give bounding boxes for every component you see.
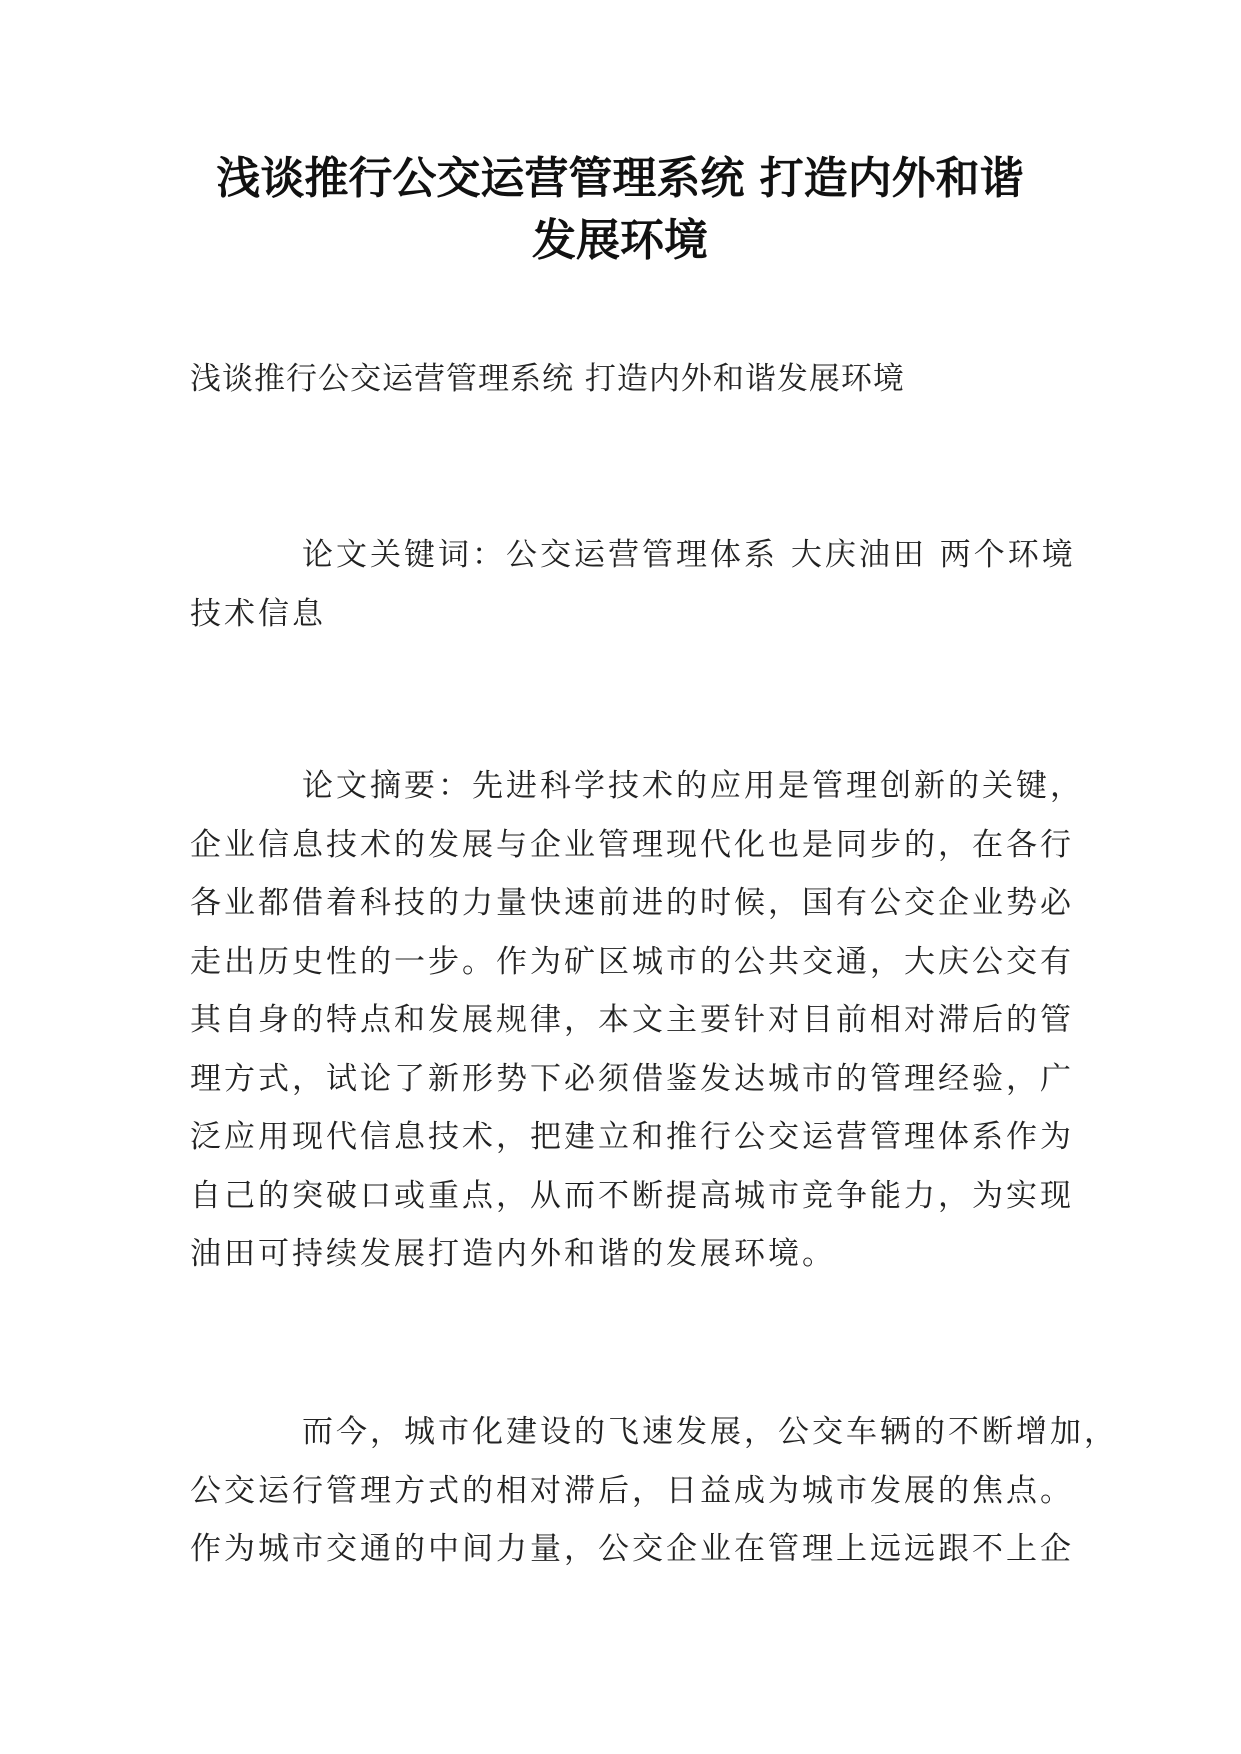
body-paragraph (190, 1403, 1118, 1579)
keywords-paragraph (190, 526, 1076, 643)
document-title (150, 148, 1090, 272)
abstract-line: 论文摘要：先进科学技术的应用是管理创新的关键， (302, 768, 1084, 804)
abstract-paragraph (190, 757, 1084, 1284)
title-line-1: 浅谈推行公交运营管理系统 打造内外和谐 (216, 153, 1024, 204)
abstract-line: 企业信息技术的发展与企业管理现代化也是同步的，在各行 (190, 826, 1074, 863)
body-line: 作为城市交通的中间力量，公交企业在管理上远远跟不上企 (190, 1531, 1074, 1567)
title-line-2: 发展环境 (532, 215, 708, 266)
keywords-line: 技术信息 (190, 595, 326, 632)
keywords-line: 论文关键词：公交运营管理体系 大庆油田 两个环境 (302, 537, 1076, 573)
abstract-line: 各业都借着科技的力量快速前进的时候，国有公交企业势必 (190, 885, 1074, 921)
abstract-line: 自己的突破口或重点，从而不断提高城市竞争能力，为实现 (190, 1177, 1074, 1214)
body-line: 而今，城市化建设的飞速发展，公交车辆的不断增加， (302, 1414, 1118, 1450)
document-subtitle: 浅谈推行公交运营管理系统 打造内外和谐发展环境 (190, 361, 905, 397)
abstract-line: 走出历史性的一步。作为矿区城市的公共交通，大庆公交有 (190, 943, 1074, 980)
body-line: 公交运行管理方式的相对滞后，日益成为城市发展的焦点。 (190, 1472, 1074, 1509)
abstract-line: 泛应用现代信息技术，把建立和推行公交运营管理体系作为 (190, 1119, 1074, 1155)
abstract-line: 理方式，试论了新形势下必须借鉴发达城市的管理经验，广 (190, 1060, 1074, 1097)
abstract-line: 油田可持续发展打造内外和谐的发展环境。 (190, 1236, 836, 1272)
abstract-line: 其自身的特点和发展规律，本文主要针对目前相对滞后的管 (190, 1002, 1074, 1038)
